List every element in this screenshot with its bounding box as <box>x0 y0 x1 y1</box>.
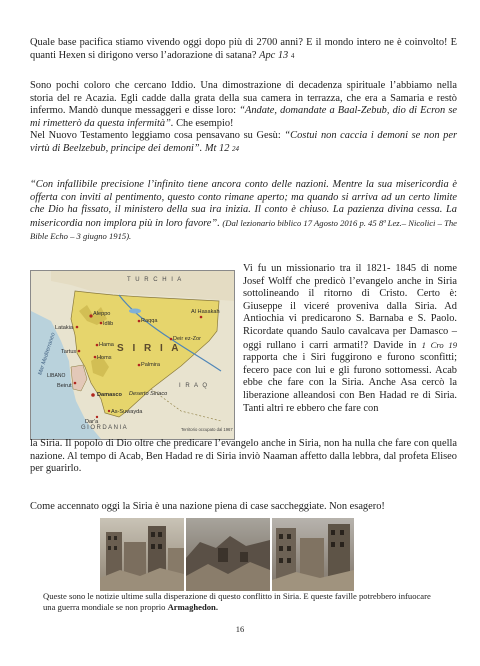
map-city-idlib: Idlib <box>103 321 114 327</box>
map-label-lebanon: LIBANO <box>47 373 66 379</box>
intro-text: Quale base pacifica stiamo vivendo oggi dopo più di 2700 anni? E il mondo intero ne è coinvolto! E quanti Hexen si dirigono verso l’adorazione di satana? <box>30 37 457 61</box>
map-city-latakia: Latakia <box>55 325 74 331</box>
paragraph-missionary <box>243 263 457 415</box>
paragraph-naaman <box>30 438 457 476</box>
ruins-photo-strip <box>100 518 354 591</box>
map-city-aleppo: Aleppo <box>93 311 111 317</box>
map-label-sea: Mar Mediterraneo <box>37 332 57 376</box>
ruins-photos <box>100 518 354 591</box>
matthew-verse: 24 <box>232 144 240 153</box>
scripture-reference: Apc 13 <box>259 49 289 61</box>
map-city-damasco: Damasco <box>97 392 122 398</box>
acazia-quote: “Andate, domandate a Baal-Zebub, dio di Ecron se mi rimetterò da questa infermità”. <box>30 105 457 129</box>
paragraph-syria-today <box>30 501 457 514</box>
map-note: Territorio occupato dal 1967 <box>181 427 233 432</box>
quote-source: (Dal lezionario biblico 17 Agosto 2016 p. 45 8ª Lez.– Nicolici – The Bible Echo – 3 giugno 1915). <box>30 217 457 242</box>
syria-map <box>30 270 235 440</box>
map-city-tartus: Tartus <box>61 349 77 355</box>
map-label-turkey: T U R C H I A <box>127 277 183 283</box>
map-city-hasakah: Al Hasakah <box>191 309 220 315</box>
map-city-hama: Hama <box>99 342 114 348</box>
nt-text: Nel Nuovo Testamento leggiamo cosa pensavano su Gesù: <box>30 130 281 142</box>
map-city-suwayda: As-Suwayda <box>111 409 143 415</box>
reference-verse: 4 <box>290 51 295 60</box>
map-label-desert: Deserto Siriaco <box>129 391 168 397</box>
caption-text: Queste sono le notizie ultime sulla disperazione di questo conflitto in Siria. E queste faville potrebbero infuocare una guerra mondiale se non proprio <box>43 591 431 612</box>
acazia-text: Sono pochi coloro che cercano Iddio. Una dimostrazione di decadenza spirituale l’abbiamo nella storia del re Acazia. Egli cadde dalla grata della sua camera in terrazza, che era a Samaria e restò infermo. Mandò dunque messaggeri e disse loro: <box>30 80 457 117</box>
example-text: Che esempio! <box>176 117 234 129</box>
paragraph-intro <box>30 37 457 62</box>
paragraph-acazia <box>30 80 457 156</box>
map-city-raqqa: Raqqa <box>141 318 158 324</box>
map-label-jordan: GIORDANIA <box>81 425 129 431</box>
syria-today-text: Come accennato oggi la Siria è una nazione piena di case saccheggiate. Non esagero! <box>30 501 385 512</box>
map-city-homs: Homs <box>97 355 112 361</box>
map-city-beirut: Beirut <box>57 383 72 389</box>
caption-armaghedon: Armaghedon. <box>167 602 218 612</box>
map-city-palmira: Palmira <box>141 362 160 368</box>
map-city-deir-ez-zor: Deir ez-Zor <box>173 336 201 342</box>
photo-caption <box>43 591 443 613</box>
naaman-text: la Siria. Il popolo di Dio oltre che predicare l’evangelo anche in Siria, non ha nulla che fare con quella nazione. Al tempo di Acab, Ben Hadad re di Siria inviò Naaman affetto dalla lebbra, dal profeta Eliseo per guarirlo. <box>30 438 457 475</box>
matthew-quote: “Costui non caccia i demoni se non per virtù di Beelzebub, principe dei demoni”. Mt 12 <box>30 130 457 154</box>
chronicles-reference: 1 Cro 19 <box>421 339 458 350</box>
map-label-syria: S I R I A <box>117 343 182 354</box>
page-number: 16 <box>235 624 245 634</box>
kings-text: rapporta che i Siri fuggirono e furono sconfitti; fecero pace con lui e gli furono sottomessi. Acab ebbe che fare con la Siria. Anche Asa cercò la liberazione alleandosi con Ben Hadad re di Siria. Tanti altri re ebbero che fare con <box>243 352 457 414</box>
map-label-iraq: I R A Q <box>179 383 209 389</box>
map-city-dara: Dar'a <box>85 419 99 425</box>
block-quote: “Con infallibile precisione l’infinito tiene ancora conto delle nazioni. Mentre la sua misericordia è offerta con inviti al pentimento, questo conto rimane aperto; ma quando si arriva ad un certo limite che Dio ha fissato, il ministero della sua ira inizia. Il conto è chiuso. La pazienza divina cessa. La misericordia non implora più in loro favore”. <box>30 179 457 229</box>
paragraph-quote <box>30 179 457 244</box>
missionary-text: Vi fu un missionario tra il 1821- 1845 di nome Josef Wolff che predicò l’evangelo anche in Siria sottolineando il ritorno di Cristo. Certo è: Giuseppe il viceré proveniva dalla Siria. Ad Antiochia vi predicarono S. Barnaba e S. Paolo. Ricordate quando Saulo cavalcava per Damasco – oggi rullano i carri armati!? Davide in <box>243 263 457 351</box>
